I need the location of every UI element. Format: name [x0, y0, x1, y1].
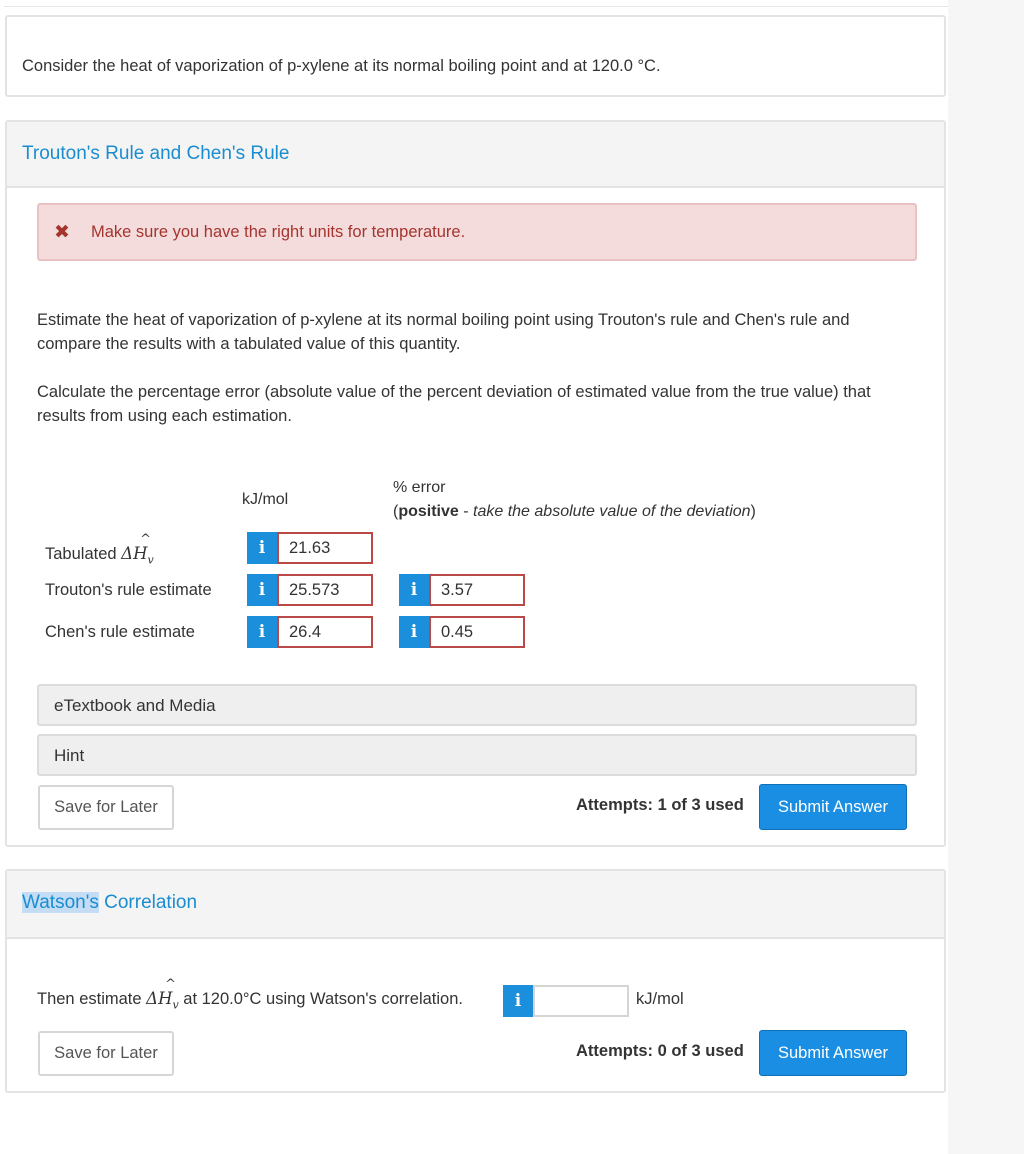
info-icon[interactable]: i	[247, 616, 277, 648]
trouton-error-input[interactable]: 3.57	[429, 574, 525, 606]
attempts-counter: Attempts: 0 of 3 used	[576, 1042, 744, 1060]
chen-error-input[interactable]: 0.45	[429, 616, 525, 648]
info-icon[interactable]: i	[247, 574, 277, 606]
note-bold: positive	[398, 503, 459, 520]
page-gutter	[948, 0, 1024, 1154]
row-label-trouton: Trouton's rule estimate	[45, 581, 212, 599]
note-italic: take the absolute value of the deviation	[473, 503, 751, 520]
chen-error-field	[399, 616, 525, 648]
row-label-tabulated	[45, 532, 154, 567]
watson-prompt-prefix: Then estimate	[37, 990, 142, 1008]
submit-answer-button[interactable]: Submit Answer	[759, 1030, 907, 1076]
watson-prompt	[37, 977, 463, 1012]
section-header	[7, 122, 944, 188]
watson-prompt-suffix: at 120.0°C using Watson's correlation.	[183, 990, 463, 1008]
highlighted-text: Watson's	[22, 892, 99, 913]
info-icon[interactable]: i	[247, 532, 277, 564]
watson-answer-field	[503, 985, 629, 1017]
trouton-value-input[interactable]: 25.573	[277, 574, 373, 606]
instruction-paragraph-2: Calculate the percentage error (absolute value of the percent deviation of estimated value from the true value) that results from using each estimation.	[37, 383, 871, 425]
section-title[interactable]	[22, 892, 197, 914]
question-text: Consider the heat of vaporization of p-xylene at its normal boiling point and at 120.0 °C.	[22, 57, 661, 75]
section-title-rest: Correlation	[98, 892, 198, 913]
question-intro-card	[5, 15, 946, 97]
trouton-error-field	[399, 574, 525, 606]
hint-bar[interactable]	[37, 734, 917, 776]
units-column-header: kJ/mol	[242, 491, 289, 508]
hint-label: Hint	[54, 746, 85, 765]
tabulated-value-field	[247, 532, 373, 564]
chen-value-input[interactable]: 26.4	[277, 616, 373, 648]
info-icon[interactable]: i	[503, 985, 533, 1017]
save-for-later-button[interactable]: Save for Later	[38, 1031, 174, 1076]
chen-value-field	[247, 616, 373, 648]
watson-answer-input[interactable]	[533, 985, 629, 1017]
etextbook-label: eTextbook and Media	[54, 696, 216, 715]
units-alert	[37, 203, 917, 261]
section-title[interactable]: Trouton's Rule and Chen's Rule	[22, 143, 290, 164]
watson-section	[5, 869, 946, 1093]
delta-h-v-symbol: Δ ^ $H_v$	[121, 532, 154, 567]
error-column-note: (positive - take the absolute value of the deviation)	[393, 503, 756, 520]
info-icon[interactable]: i	[399, 616, 429, 648]
trouton-value-field	[247, 574, 373, 606]
close-icon: ✖	[54, 222, 70, 243]
instruction-paragraph: Estimate the heat of vaporization of p-xylene at its normal boiling point using Trouton's rule and Chen's rule and compare the results with a tabulated value of this quantity.	[37, 311, 850, 353]
tabulated-value-input[interactable]: 21.63	[277, 532, 373, 564]
row-label-chen: Chen's rule estimate	[45, 623, 195, 641]
etextbook-media-bar[interactable]	[37, 684, 917, 726]
alert-message: Make sure you have the right units for temperature.	[91, 223, 466, 241]
note-separator: -	[458, 503, 474, 520]
watson-units-label: kJ/mol	[636, 990, 684, 1008]
top-divider	[4, 6, 948, 7]
save-for-later-button[interactable]: Save for Later	[38, 785, 174, 830]
attempts-counter: Attempts: 1 of 3 used	[576, 796, 744, 814]
trouton-chen-section	[5, 120, 946, 847]
section-header	[7, 871, 944, 939]
tabulated-label-text: Tabulated	[45, 545, 117, 563]
submit-answer-button[interactable]: Submit Answer	[759, 784, 907, 830]
error-column-header: % error	[393, 479, 446, 496]
info-icon[interactable]: i	[399, 574, 429, 606]
delta-h-v-symbol: Δ ^ $H_v$	[146, 977, 179, 1012]
